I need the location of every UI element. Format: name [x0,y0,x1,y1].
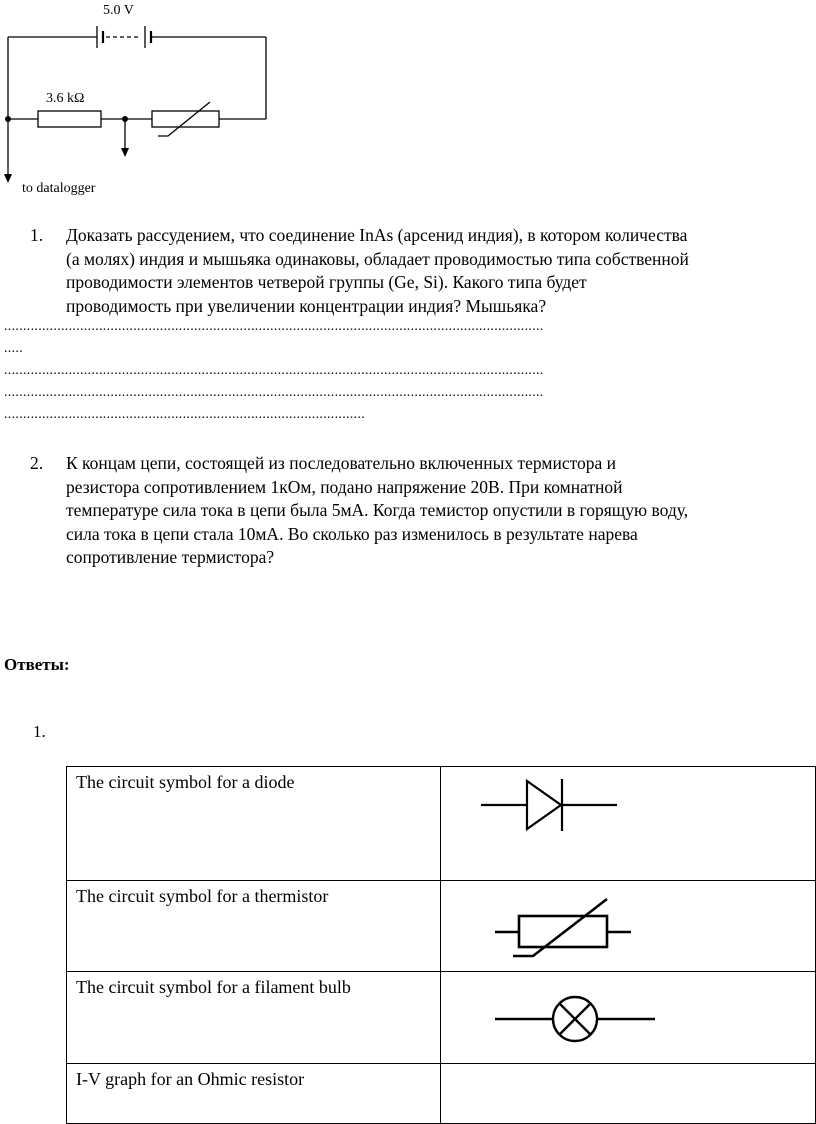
question-text-line: Доказать рассудением, что соединение InAs (арсенид индия), в котором количества [66,225,688,245]
answer-item-number: 1. [33,722,46,741]
table-row [67,767,816,881]
answer-dotted-line: ............................................................................................... [4,408,365,422]
answer-dotted-line: .............................................................................................................................................. [4,364,544,378]
diode-symbol [441,767,816,881]
output-label: to datalogger [22,181,96,196]
question-1 [30,224,816,318]
question-text-line: проводимости элементов четверой группы (Ge, Si). Какого типа будет [66,272,587,292]
question-text-line: сила тока в цепи стала 10мА. Во сколько раз изменилось в результате нарева [66,523,638,544]
table-cell-symbol [440,767,815,881]
table-cell-symbol [440,972,815,1064]
arrow-down-icon [4,174,12,183]
table-row [67,1064,816,1124]
table-cell-label: The circuit symbol for a filament bulb [67,972,441,1064]
arrow-down-icon [121,148,129,157]
question-text-line: сопротивление термистора? [66,547,275,567]
table-row [67,881,816,972]
question-text-line: (а молях) индия и мышьяка одинаковы, обладает проводимостью типа собственной [66,248,689,269]
question-text-line: К концам цепи, состоящей из последовательно включенных термистора и [66,453,617,473]
filament-bulb-symbol [441,972,816,1064]
question-2 [30,452,816,570]
thermistor-symbol [441,881,816,972]
question-text-line: проводимость при увеличении концентрации индия? Мышьяка? [66,295,547,316]
table-cell-label: I-V graph for an Ohmic resistor [67,1064,441,1124]
table-cell-symbol [440,881,815,972]
table-cell-label: The circuit symbol for a diode [67,767,441,881]
question-number: 2. [30,453,44,473]
resistor-label: 3.6 kΩ [46,91,85,106]
answer-dotted-line: .............................................................................................................................................. [4,386,544,400]
answer-dotted-line: .............................................................................................................................................. [4,320,544,334]
question-number: 1. [30,225,44,245]
voltage-label: 5.0 V [103,3,134,18]
question-text-line: резистора сопротивлением 1кОм, подано напряжение 20В. При комнатной [66,476,623,497]
table-cell-label: The circuit symbol for a thermistor [67,881,441,972]
answer-dotted-line: ..... [4,342,23,356]
table-row [67,972,816,1064]
thermistor-circuit-diagram [0,0,290,200]
table-cell-symbol [440,1064,815,1124]
answers-heading: Ответы: [4,655,70,674]
symbol-table [66,766,816,1124]
question-text-line: температуре сила тока в цепи была 5мА. Когда темистор опустили в горящую воду, [66,500,689,520]
resistor-symbol [38,111,101,127]
thermistor-symbol [152,111,219,127]
